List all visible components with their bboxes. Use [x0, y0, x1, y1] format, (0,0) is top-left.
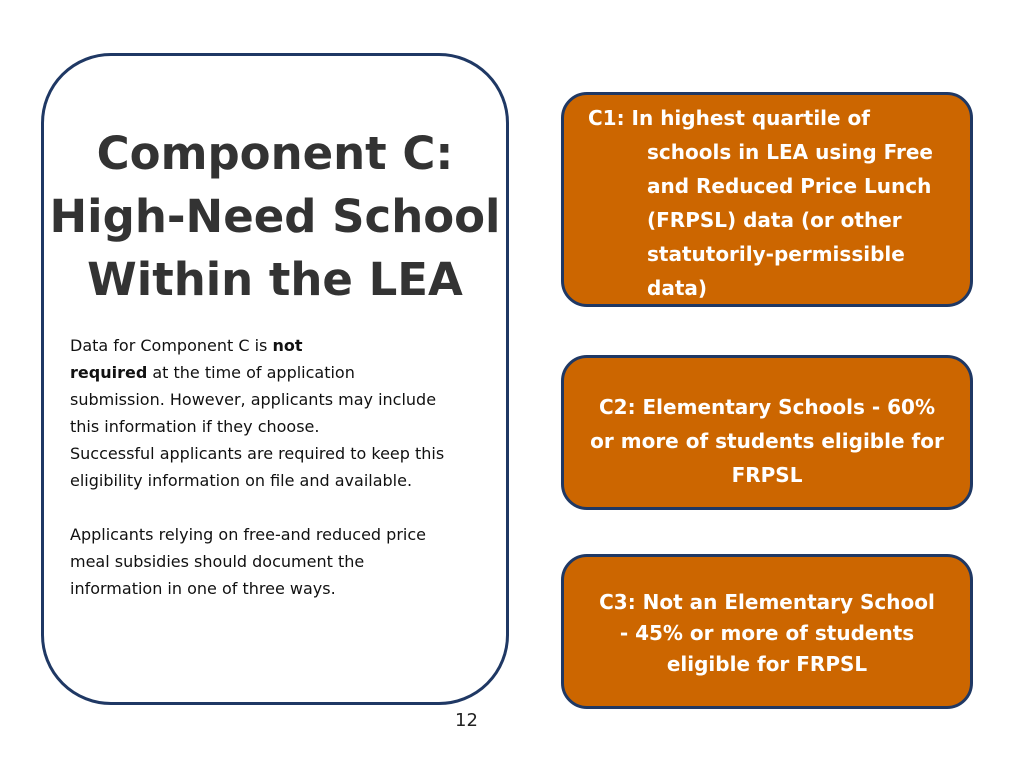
c1-line-2: schools in LEA using Free [647, 140, 933, 164]
paragraph-gap [70, 494, 500, 521]
c1-line-1: C1: In highest quartile of [588, 106, 870, 130]
body-line-8: Applicants relying on free-and reduced price [70, 525, 426, 544]
c2-box [561, 355, 973, 510]
panel-title [44, 122, 506, 311]
c3-line-3: eligible for FRPSL [666, 652, 868, 676]
c2-text [576, 390, 958, 492]
body-line-6: eligibility information on file and available. [70, 471, 413, 490]
c2-line-3: FRPSL [731, 463, 803, 487]
c2-line-2: or more of students eligible for [590, 429, 944, 453]
c1-line-3: and Reduced Price Lunch [647, 174, 932, 198]
c2-line-1: C2: Elementary Schools - 60% [598, 395, 936, 419]
body-line-2-text: at the time of application [147, 363, 355, 382]
panel-body-text [70, 332, 500, 602]
title-line-3: Within the LEA [87, 253, 463, 306]
c1-text [588, 101, 958, 305]
body-line-10: information in one of three ways. [70, 579, 336, 598]
c3-line-2: - 45% or more of students [619, 621, 915, 645]
body-line-2 [70, 359, 500, 386]
title-line-2: High-Need School [49, 190, 501, 243]
body-line-9: meal subsidies should document the [70, 552, 365, 571]
body-line-1-bold: not [272, 336, 303, 355]
body-line-1 [70, 332, 500, 359]
body-line-3: submission. However, applicants may include [70, 390, 437, 409]
page-number: 12 [455, 710, 478, 731]
c1-line-4: (FRPSL) data (or other [647, 208, 902, 232]
c3-box [561, 554, 973, 709]
c1-line-6: data) [647, 276, 708, 300]
title-line-1: Component C: [96, 127, 454, 180]
c3-text [576, 587, 958, 680]
c3-line-1: C3: Not an Elementary School [599, 590, 935, 614]
c1-box [561, 92, 973, 307]
c1-line-5: statutorily-permissible [647, 242, 905, 266]
body-line-2-bold: required [70, 363, 148, 382]
body-line-4: this information if they choose. [70, 417, 320, 436]
component-c-panel [41, 53, 509, 705]
body-line-5: Successful applicants are required to keep this [70, 444, 445, 463]
body-line-1-text: Data for Component C is [70, 336, 273, 355]
